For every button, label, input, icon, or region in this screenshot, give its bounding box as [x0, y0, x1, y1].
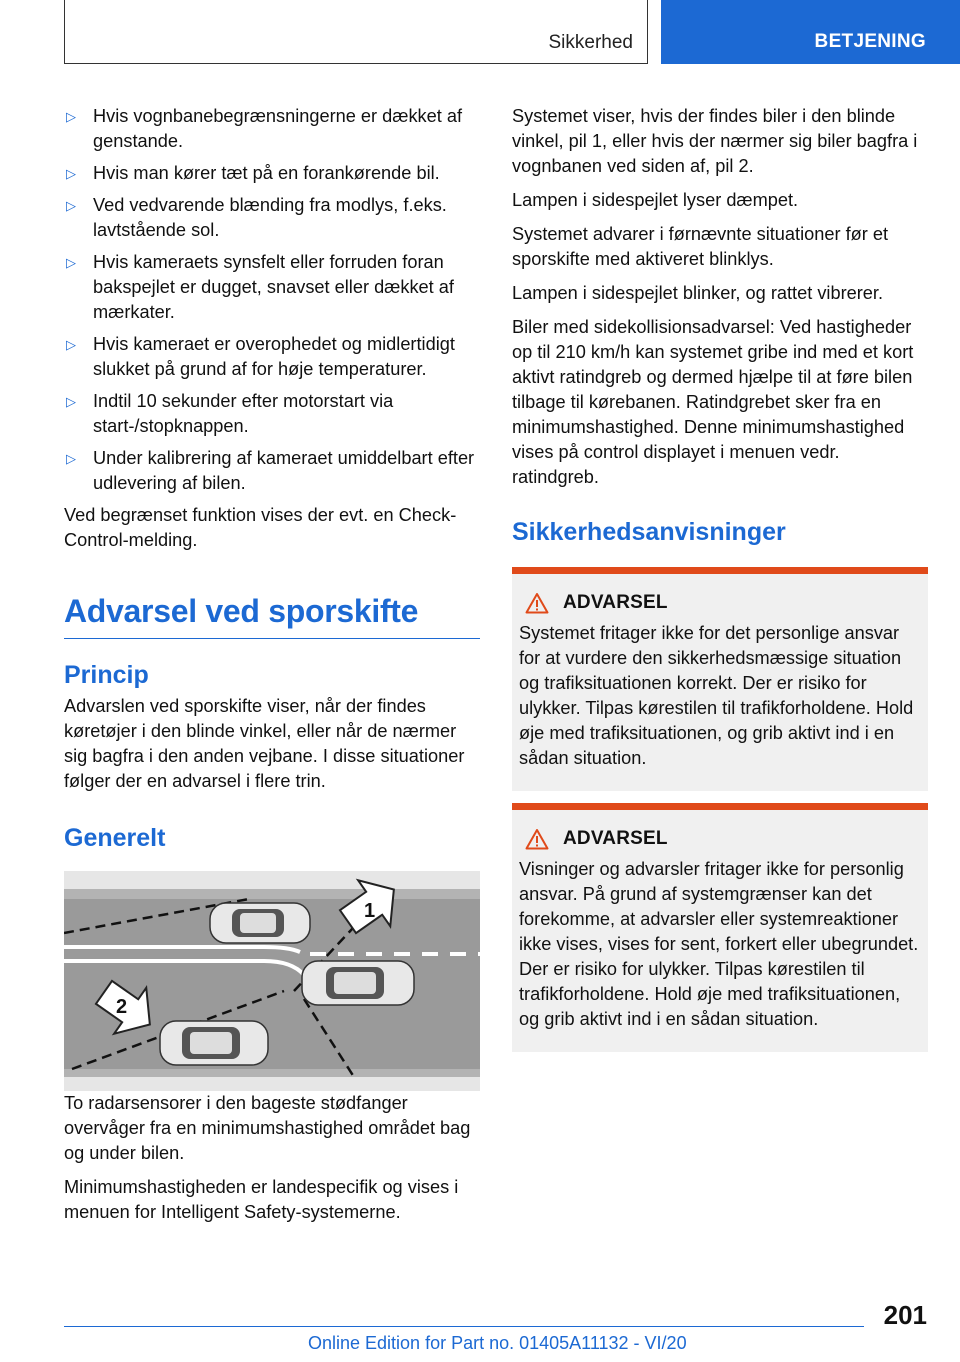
warning-text: Visninger og advarsler fritager ikke for personlig ansvar. På grund af systemgrænser kan det forekomme, at advarsler eller systemreaktioner ikke vises, vises for sent, forkert eller ubegrundet. Der er risiko for ulykker. Tilpas kørestilen til trafikforholdene. Hold øje med trafiksituationen, og grib aktivt ind i en sådan situation. — [519, 859, 919, 1029]
list-item — [64, 250, 480, 325]
arrow-1-label: 1 — [364, 900, 376, 922]
list-item-text: Ved vedvarende blænding fra modlys, f.eks. lavtstående sol. — [93, 195, 447, 240]
warning-triangle-icon — [525, 828, 549, 850]
list-item — [64, 332, 480, 382]
system-warns-text: Systemet advarer i førnævnte situationer før et sporskifte med aktiveret blinklys. — [512, 224, 889, 269]
list-item — [64, 446, 480, 496]
list-item-text: Hvis kameraet er overophedet og midlertidigt slukket på grund af for høje temperaturer. — [93, 334, 455, 379]
principle-heading: Princip — [64, 661, 149, 689]
system-display-text: Systemet viser, hvis der findes biler i den blinde vinkel, pil 1, eller hvis der nærmer sig biler bagfra i vognbanen ved siden af, pil 2. — [512, 106, 918, 176]
side-collision-text: Biler med sidekollisionsadvarsel: Ved hastigheder op til 210 km/h kan systemet gribe ind med et kort aktivt ratindgreb og dermed hjælpe til at føre bilen tilbage til kørebanen. Ratindgrebet sker fra en minimumshastighed. Denne minimumshastighed vises på control displayet i menuen vedr. ratindgreb. — [512, 317, 914, 487]
mirror-lamp-flash-text: Lampen i sidespejlet blinker, og rattet vibrerer. — [512, 283, 884, 303]
edition-footer: Online Edition for Part no. 01405A11132 - VI/20 — [308, 1333, 687, 1353]
section-title: Advarsel ved sporskifte — [64, 593, 480, 639]
warning-box — [512, 803, 928, 1052]
road-edge-bottom — [64, 1069, 480, 1077]
warning-title-row — [519, 828, 921, 850]
warning-box — [512, 567, 928, 791]
list-item — [64, 161, 480, 186]
right-column — [512, 104, 928, 1052]
triangle-bullet-icon: ▷ — [66, 198, 76, 213]
list-item — [64, 389, 480, 439]
car-upper — [210, 903, 310, 943]
warning-title-row — [519, 592, 921, 614]
limitation-note: Ved begrænset funktion vises der evt. en Check-Control-melding. — [64, 505, 457, 550]
lane-change-illustration — [64, 871, 480, 1091]
list-item-text: Under kalibrering af kameraet umiddelbart efter udlevering af bilen. — [93, 448, 475, 493]
warning-text: Systemet fritager ikke for det personlige ansvar for at vurdere den sikkerhedsmæssige situation og trafiksituationen korrekt. Der er risiko for ulykker. Tilpas kørestilen til trafikforholdene. Hold øje med trafiksituationen, og grib aktivt ind i en sådan situation. — [519, 623, 914, 768]
list-item-text: Indtil 10 sekunder efter motorstart via start-/stopknappen. — [93, 391, 394, 436]
list-item — [64, 104, 480, 154]
footer-divider — [64, 1326, 864, 1327]
mirror-lamp-dim-text: Lampen i sidespejlet lyser dæmpet. — [512, 190, 799, 210]
list-item — [64, 193, 480, 243]
safety-heading: Sikkerhedsanvisninger — [512, 518, 786, 546]
header-section-box — [64, 0, 648, 64]
header-section-title: Sikkerhed — [548, 32, 633, 53]
limitation-list — [64, 104, 480, 496]
road-edge-top — [64, 889, 480, 899]
triangle-bullet-icon: ▷ — [66, 109, 76, 124]
radar-text: To radarsensorer i den bageste stødfanger overvåger fra en minimumshastighed området bag og under bilen. — [64, 1093, 471, 1163]
list-item-text: Hvis kameraets synsfelt eller forruden foran bakspejlet er dugget, snavset eller dækket af mærkater. — [93, 252, 454, 322]
car-lower — [160, 1021, 268, 1065]
triangle-bullet-icon: ▷ — [66, 337, 76, 352]
warning-title: ADVARSEL — [563, 828, 668, 849]
lane-change-diagram — [64, 871, 480, 1091]
triangle-bullet-icon: ▷ — [66, 255, 76, 270]
principle-text: Advarslen ved sporskifte viser, når der findes køretøjer i den blinde vinkel, eller når de nærmer sig bagfra i den anden vejbane. I disse situationer følger der en advarsel i flere trin. — [64, 696, 465, 791]
general-heading: Generelt — [64, 824, 166, 852]
header-chapter-tab — [661, 0, 960, 64]
page-number: 201 — [883, 1300, 927, 1330]
triangle-bullet-icon: ▷ — [66, 166, 76, 181]
triangle-bullet-icon: ▷ — [66, 394, 76, 409]
warning-triangle-icon — [525, 592, 549, 614]
left-column — [64, 104, 480, 1234]
list-item-text: Hvis man kører tæt på en forankørende bil. — [93, 163, 440, 183]
header-chapter-label: BETJENING — [814, 31, 926, 52]
arrow-2-label: 2 — [116, 996, 128, 1018]
car-middle-own — [302, 961, 414, 1005]
triangle-bullet-icon: ▷ — [66, 451, 76, 466]
list-item-text: Hvis vognbanebegrænsningerne er dækket af genstande. — [93, 106, 463, 151]
warning-title: ADVARSEL — [563, 592, 668, 613]
min-speed-text: Minimumshastigheden er landespecifik og vises i menuen for Intelligent Safety-systemerne. — [64, 1177, 459, 1222]
